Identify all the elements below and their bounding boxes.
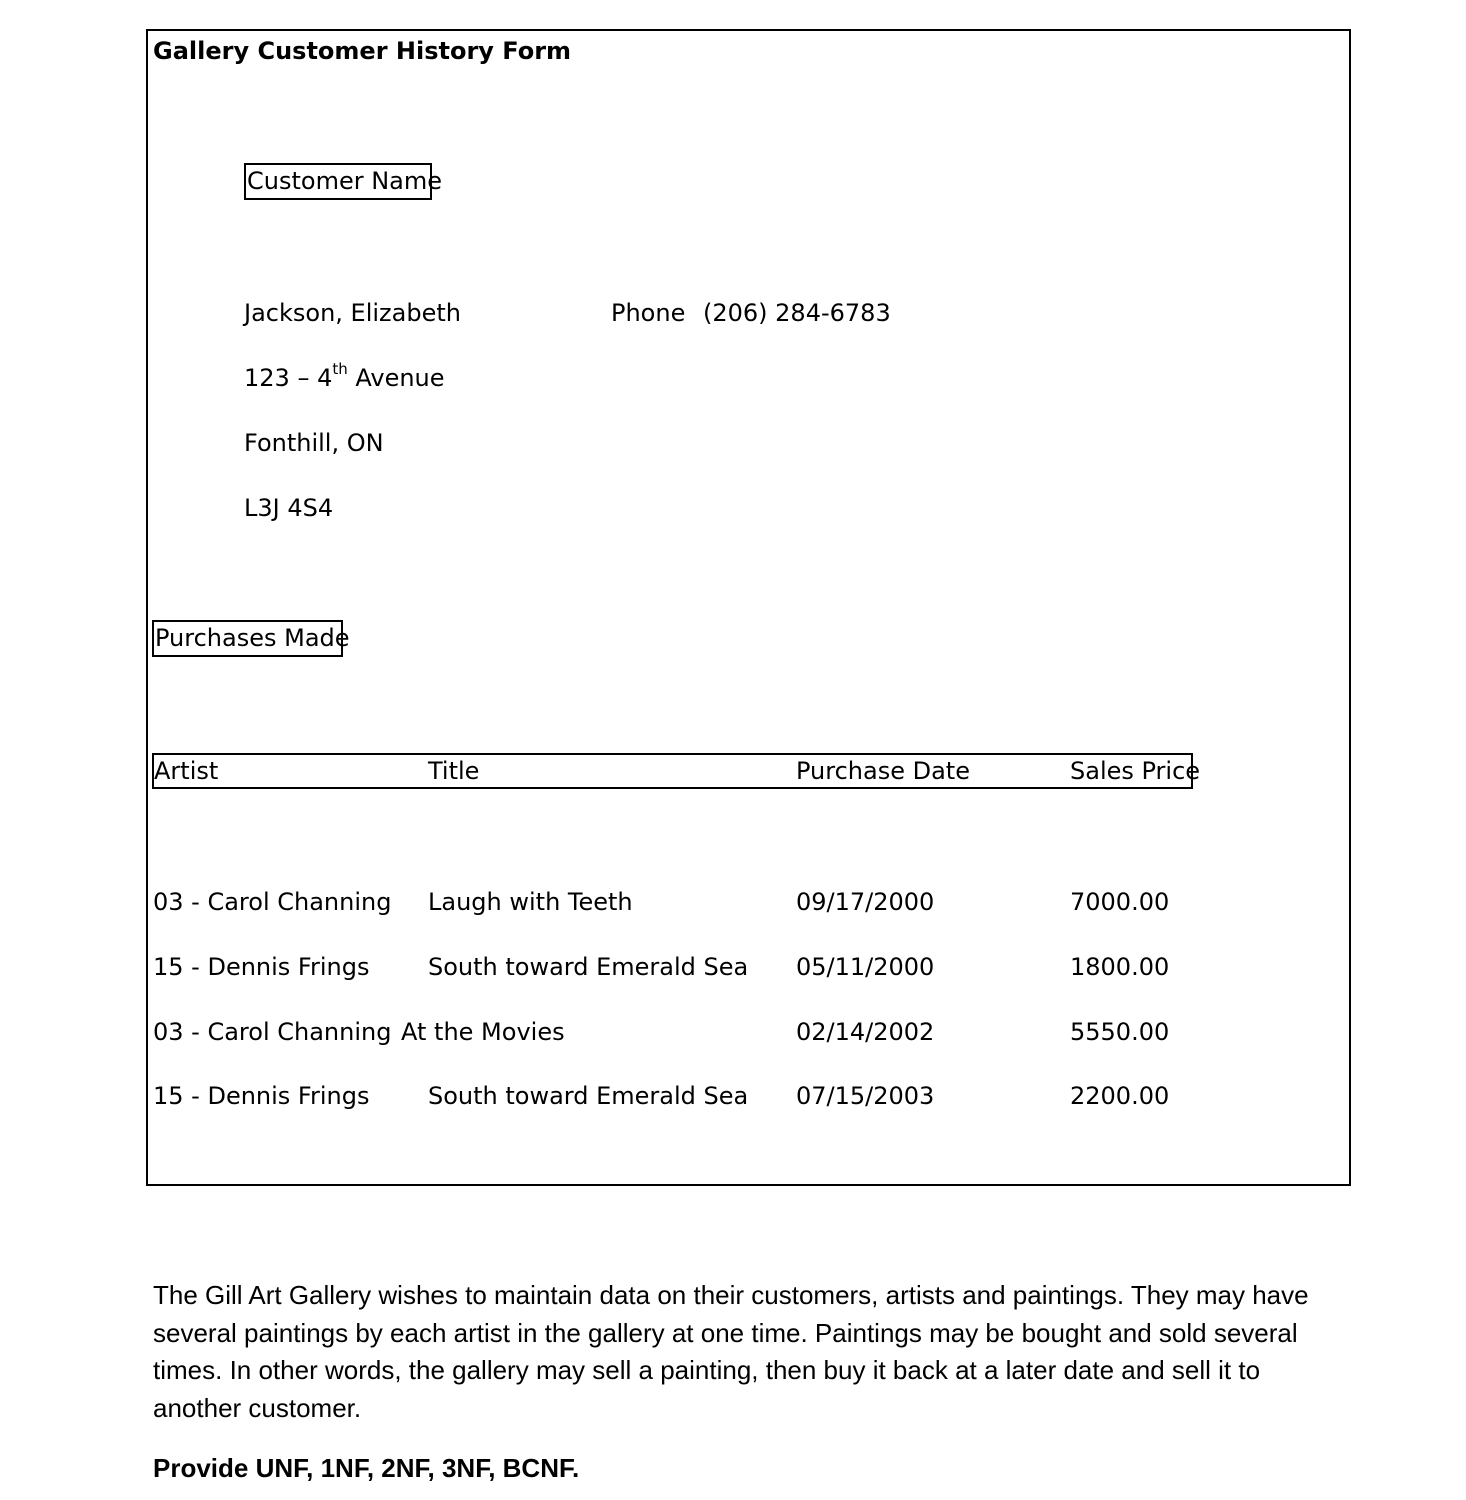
cell-purchase-date: 02/14/2002 (796, 1018, 935, 1046)
cell-title: At the Movies (401, 1018, 565, 1046)
description-paragraph: The Gill Art Gallery wishes to maintain data on their customers, artists and paintings. They may have several paintings by each artist in the gallery at one time. Paintings may be bought and sold several times. In other words, the gallery may sell a painting, then buy it back at a later date and sell it to another customer. (153, 1280, 1309, 1423)
cell-artist: 15 - Dennis Frings (153, 953, 370, 981)
cell-sales-price: 2200.00 (1070, 1082, 1170, 1110)
cell-purchase-date: 05/11/2000 (796, 953, 935, 981)
header-purchase-date: Purchase Date (796, 757, 970, 785)
customer-city: Fonthill, ON (244, 429, 384, 457)
customer-history-form (146, 29, 1351, 1186)
cell-title: Laugh with Teeth (428, 888, 633, 916)
header-title: Title (428, 757, 480, 785)
customer-address (244, 360, 445, 393)
task-instruction: Provide UNF, 1NF, 2NF, 3NF, BCNF. (153, 1453, 580, 1483)
customer-name-label: Customer Name (244, 163, 432, 200)
cell-sales-price: 1800.00 (1070, 953, 1170, 981)
phone-number: (206) 284-6783 (703, 299, 891, 327)
address-street: Avenue (347, 364, 445, 392)
customer-name: Jackson, Elizabeth (244, 299, 461, 327)
header-sales-price: Sales Price (1070, 757, 1201, 785)
cell-title: South toward Emerald Sea (428, 1082, 749, 1110)
phone-label: Phone (611, 299, 686, 327)
table-header-row (152, 753, 1193, 789)
cell-sales-price: 5550.00 (1070, 1018, 1170, 1046)
cell-artist: 15 - Dennis Frings (153, 1082, 370, 1110)
address-ordinal-suffix: th (332, 360, 348, 378)
header-artist: Artist (154, 757, 219, 785)
purchases-made-label: Purchases Made (152, 620, 343, 657)
cell-artist: 03 - Carol Channing (153, 888, 392, 916)
cell-sales-price: 7000.00 (1070, 888, 1170, 916)
cell-artist: 03 - Carol Channing (153, 1018, 392, 1046)
form-title: Gallery Customer History Form (153, 37, 572, 65)
address-number: 123 – 4 (244, 364, 333, 392)
cell-purchase-date: 07/15/2003 (796, 1082, 935, 1110)
cell-purchase-date: 09/17/2000 (796, 888, 935, 916)
cell-title: South toward Emerald Sea (428, 953, 749, 981)
customer-postal-code: L3J 4S4 (244, 494, 334, 522)
